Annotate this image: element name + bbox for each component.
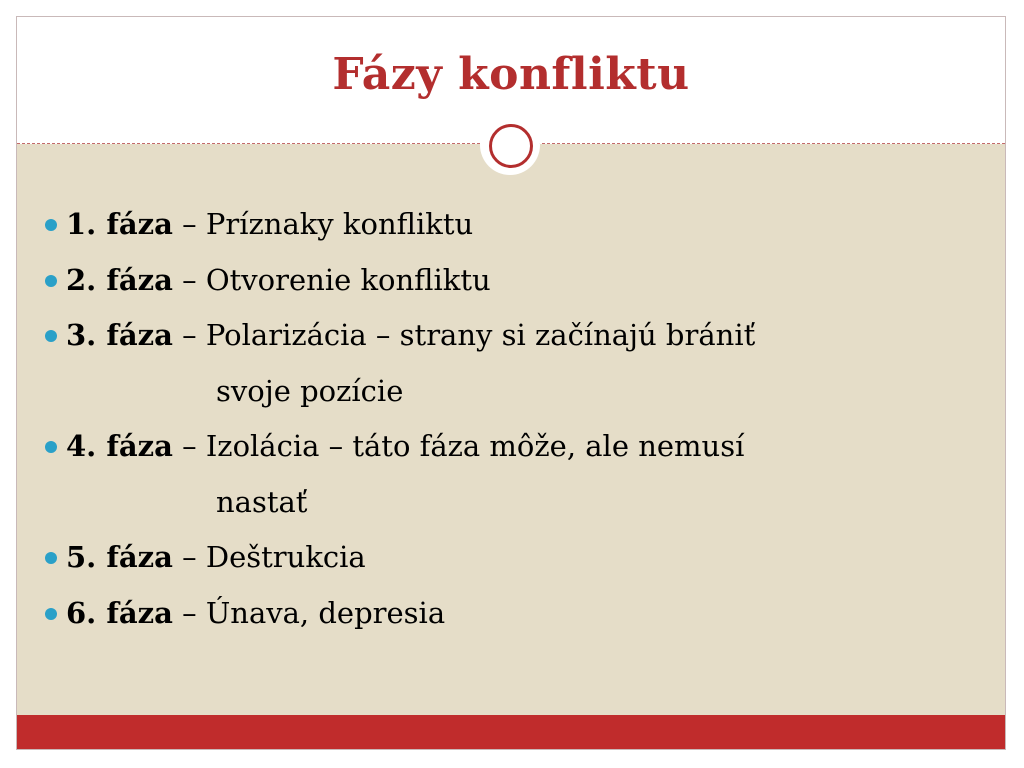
phase-description-continuation: svoje pozície <box>216 373 404 408</box>
bullet-icon <box>45 275 57 287</box>
bullet-icon <box>45 330 57 342</box>
slide-title: Fázy konfliktu <box>332 49 690 100</box>
list-item-text <box>66 419 744 530</box>
list-item-text <box>66 530 366 586</box>
list-item-phase-4 <box>45 419 945 530</box>
phase-description: – Príznaky konfliktu <box>172 207 474 241</box>
phase-label: 2. fáza <box>66 262 173 297</box>
list-item-phase-1 <box>45 197 945 253</box>
bullet-list <box>45 197 945 641</box>
footer-bar <box>17 715 1005 749</box>
phase-label: 5. fáza <box>66 540 173 574</box>
phase-description-continuation: nastať <box>216 484 308 519</box>
phase-description: – Otvorenie konfliktu <box>172 262 491 297</box>
slide <box>16 16 1006 750</box>
list-item-text <box>66 253 491 309</box>
ring-icon <box>489 124 533 168</box>
bullet-icon <box>45 219 57 231</box>
list-item-text <box>66 586 445 642</box>
phase-label: 1. fáza <box>66 207 173 241</box>
phase-description: – Deštrukcia <box>172 540 366 574</box>
list-item-text <box>66 197 473 253</box>
phase-description: – Polarizácia – strany si začínajú brániť <box>172 318 756 352</box>
circle-ornament-icon <box>480 115 540 175</box>
phase-description: – Únava, depresia <box>172 595 446 630</box>
bullet-icon <box>45 552 57 564</box>
bullet-icon <box>45 441 57 453</box>
list-item-text <box>66 308 755 419</box>
list-item-phase-2 <box>45 253 945 309</box>
phase-description: – Izolácia – táto fáza môže, ale nemusí <box>172 429 745 463</box>
phase-label: 3. fáza <box>66 318 173 352</box>
list-item-phase-6 <box>45 586 945 642</box>
list-item-phase-3 <box>45 308 945 419</box>
phase-label: 6. fáza <box>66 595 173 630</box>
bullet-icon <box>45 608 57 620</box>
phase-label: 4. fáza <box>66 429 173 463</box>
list-item-phase-5 <box>45 530 945 586</box>
